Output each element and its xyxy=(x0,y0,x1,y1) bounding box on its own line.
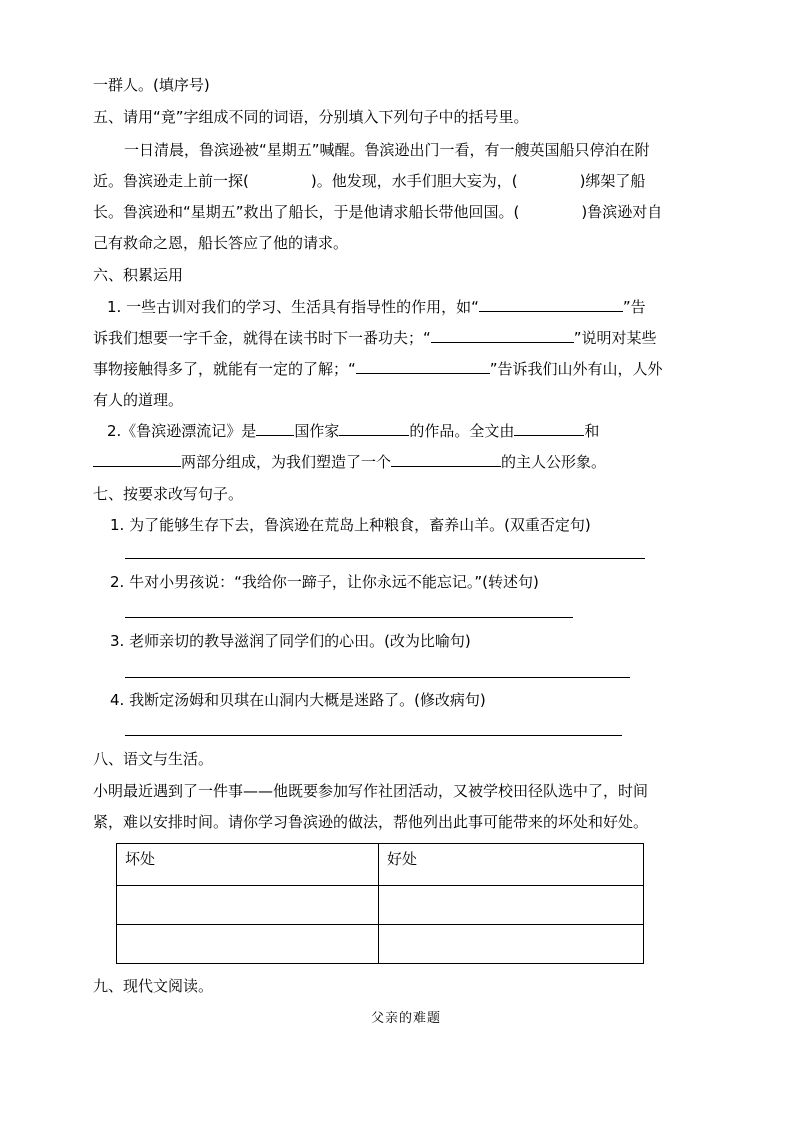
q5-line-2a: 近。鲁滨逊走上前一探( xyxy=(93,172,249,190)
q5-line-1: 一日清晨，鲁滨逊被“星期五”喊醒。鲁滨逊出门一看，有一艘英国船只停泊在附 xyxy=(124,141,650,159)
blank-image[interactable] xyxy=(391,452,501,467)
table-header-row xyxy=(117,844,644,886)
blank-part-2[interactable] xyxy=(93,452,181,467)
pros-cons-table xyxy=(116,843,644,964)
q5-heading: 五、请用“竟”字组成不同的词语，分别填入下列句子中的括号里。 xyxy=(93,108,529,126)
answer-line-1[interactable] xyxy=(125,558,645,559)
table-header-pros: 好处 xyxy=(379,844,644,886)
q6-p1-line-2a: 诉我们想要一字千金，就得在读书时下一番功夫；“ xyxy=(93,329,431,347)
q7-item-1: 1. 为了能够生存下去，鲁滨逊在荒岛上种粮食，畜养山羊。(双重否定句) xyxy=(110,516,591,534)
blank-author[interactable] xyxy=(339,421,409,436)
q6-p1-line-1a: 1. 一些古训对我们的学习、生活具有指导性的作用，如“ xyxy=(107,298,479,316)
q5-line-4: 己有救命之恩，船长答应了他的请求。 xyxy=(93,234,349,252)
q5-line-3 xyxy=(93,202,662,222)
table-row xyxy=(117,886,644,925)
q8-line-2: 紧，难以安排时间。请你学习鲁滨逊的做法，帮他列出此事可能带来的坏处和好处。 xyxy=(93,813,649,831)
q6-p1-line-4: 有人的道理。 xyxy=(93,391,184,409)
q5-line-3a: 长。鲁滨逊和“星期五”救出了船长，于是他请求船长带他回国。( xyxy=(93,203,520,221)
q6-p1-line-2 xyxy=(93,328,657,348)
q7-item-3: 3. 老师亲切的教导滋润了同学们的心田。(改为比喻句) xyxy=(110,632,471,650)
table-header-cons: 坏处 xyxy=(117,844,379,886)
q5-line-3b: )鲁滨逊对自 xyxy=(581,203,663,221)
q6-p2-line-1d: 和 xyxy=(584,422,600,440)
q6-p1-line-3 xyxy=(93,359,663,379)
table-row xyxy=(117,925,644,964)
q8-line-1: 小明最近遇到了一件事——他既要参加写作社团活动，又被学校田径队选中了，时间 xyxy=(93,782,649,800)
answer-line-2[interactable] xyxy=(125,617,573,618)
table-cell-pros-1[interactable] xyxy=(379,886,644,925)
blank-country[interactable] xyxy=(256,421,294,436)
q6-p1-line-3a: 事物接触得多了，就能有一定的了解；“ xyxy=(93,360,356,378)
q5-line-2c: )绑架了船 xyxy=(579,172,646,190)
q4-tail: 一群人。(填序号) xyxy=(93,76,210,94)
blank-part-1[interactable] xyxy=(514,421,584,436)
q6-p2-line-1c: 的作品。全文由 xyxy=(409,422,515,440)
q6-p1-line-1b: ”告 xyxy=(622,298,646,316)
q6-p2-line-1b: 国作家 xyxy=(294,422,340,440)
table-cell-pros-2[interactable] xyxy=(379,925,644,964)
blank-proverb-3[interactable] xyxy=(356,359,490,374)
blank-proverb-2[interactable] xyxy=(431,328,574,343)
answer-line-4[interactable] xyxy=(125,735,622,736)
q6-p1-line-2b: ”说明对某些 xyxy=(573,329,657,347)
blank-proverb-1[interactable] xyxy=(479,297,623,312)
q5-line-2b: )。他发现，水手们胆大妄为，( xyxy=(310,172,518,190)
passage-title: 父亲的难题 xyxy=(371,1011,442,1026)
q6-p2-line-2a: 两部分组成，为我们塑造了一个 xyxy=(181,453,392,471)
q7-item-2: 2. 牛对小男孩说：“我给你一蹄子，让你永远不能忘记。”(转述句) xyxy=(110,573,539,591)
q6-p2-line-2b: 的主人公形象。 xyxy=(501,453,607,471)
table-cell-cons-2[interactable] xyxy=(117,925,379,964)
q6-p1-line-1 xyxy=(107,297,646,317)
q7-item-4: 4. 我断定汤姆和贝琪在山洞内大概是迷路了。(修改病句) xyxy=(110,691,486,709)
q8-heading: 八、语文与生活。 xyxy=(93,750,214,768)
q6-p1-line-3b: ”告诉我们山外有山，人外 xyxy=(489,360,663,378)
table-cell-cons-1[interactable] xyxy=(117,886,379,925)
q9-heading: 九、现代文阅读。 xyxy=(93,977,214,995)
q6-p2-line-2 xyxy=(93,452,606,472)
q7-heading: 七、按要求改写句子。 xyxy=(93,485,244,503)
q5-line-2 xyxy=(93,171,645,191)
q6-heading: 六、积累运用 xyxy=(93,266,184,284)
q6-p2-line-1 xyxy=(107,421,599,441)
answer-line-3[interactable] xyxy=(125,677,630,678)
q6-p2-line-1a: 2.《鲁滨逊漂流记》是 xyxy=(107,422,257,440)
